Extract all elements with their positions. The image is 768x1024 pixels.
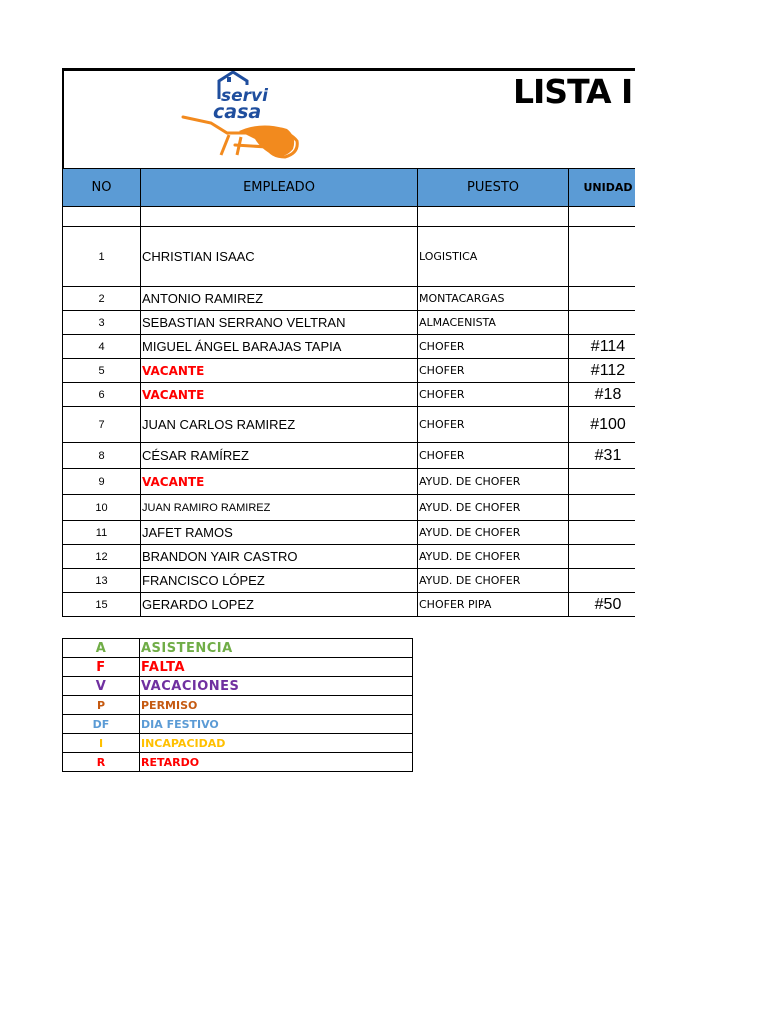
row-position <box>418 287 569 311</box>
header-employee: EMPLEADO <box>141 169 418 207</box>
row-employee-text: SEBASTIAN SERRANO VELTRAN <box>142 315 346 330</box>
row-unit-text: #114 <box>590 337 626 355</box>
legend-code: R <box>63 753 140 772</box>
legend-row <box>63 734 413 753</box>
row-no <box>63 469 141 495</box>
row-no <box>63 521 141 545</box>
row-position <box>418 521 569 545</box>
row-unit-text: #31 <box>594 446 622 464</box>
row-position-text: CHOFER <box>419 364 465 377</box>
row-unit <box>569 335 636 359</box>
row-no <box>63 311 141 335</box>
row-employee <box>141 383 418 407</box>
title-block <box>62 68 635 169</box>
logo-line2: casa <box>213 101 262 123</box>
row-position-text: AYUD. DE CHOFER <box>419 475 521 488</box>
row-employee-text: BRANDON YAIR CASTRO <box>142 549 298 564</box>
row-employee <box>141 407 418 443</box>
row-unit-text: #50 <box>594 595 622 613</box>
row-no <box>63 383 141 407</box>
row-position-text: MONTACARGAS <box>419 292 505 305</box>
row-employee-text: FRANCISCO LÓPEZ <box>142 573 265 588</box>
row-employee <box>141 443 418 469</box>
row-position <box>418 495 569 521</box>
table-row <box>63 593 636 617</box>
legend-code: V <box>63 677 140 696</box>
row-position-text: CHOFER PIPA <box>419 598 492 611</box>
legend-code: I <box>63 734 140 753</box>
table-row <box>63 443 636 469</box>
row-employee <box>141 469 418 495</box>
row-employee-text: MIGUEL ÁNGEL BARAJAS TAPIA <box>142 339 342 354</box>
legend-table <box>62 638 413 772</box>
table-row <box>63 407 636 443</box>
row-no <box>63 495 141 521</box>
attendance-sheet <box>62 68 635 621</box>
legend-label: PERMISO <box>140 696 413 715</box>
row-no <box>63 227 141 287</box>
row-employee <box>141 227 418 287</box>
row-employee-text: JAFET RAMOS <box>142 525 233 540</box>
legend-row <box>63 677 413 696</box>
table-row <box>63 569 636 593</box>
row-no <box>63 287 141 311</box>
row-no-text: 11 <box>95 526 108 539</box>
legend-row <box>63 696 413 715</box>
row-unit <box>569 469 636 495</box>
table-row <box>63 521 636 545</box>
table-row <box>63 383 636 407</box>
table-row <box>63 359 636 383</box>
row-no <box>63 407 141 443</box>
legend-label: ASISTENCIA <box>140 639 413 658</box>
row-no-text: 5 <box>98 364 105 377</box>
row-position <box>418 335 569 359</box>
legend-label: RETARDO <box>140 753 413 772</box>
row-position <box>418 207 569 227</box>
row-unit <box>569 227 636 287</box>
row-no <box>63 443 141 469</box>
row-position-text: CHOFER <box>419 340 465 353</box>
row-unit-text: #112 <box>590 361 626 379</box>
row-employee-text: JUAN CARLOS RAMIREZ <box>142 417 296 432</box>
row-no <box>63 593 141 617</box>
row-no-text: 12 <box>95 550 108 563</box>
row-employee <box>141 287 418 311</box>
row-no-text: 8 <box>98 449 105 462</box>
row-position-text: CHOFER <box>419 418 465 431</box>
header-position: PUESTO <box>418 169 569 207</box>
row-position <box>418 407 569 443</box>
row-no-text: 10 <box>95 501 108 514</box>
header-unit: UNIDAD <box>569 169 636 207</box>
row-employee <box>141 521 418 545</box>
row-position <box>418 443 569 469</box>
legend-code: P <box>63 696 140 715</box>
row-unit <box>569 207 636 227</box>
row-employee-text: CHRISTIAN ISAAC <box>142 249 255 264</box>
row-no-text: 3 <box>98 316 105 329</box>
row-no <box>63 207 141 227</box>
row-position-text: ALMACENISTA <box>419 316 496 329</box>
row-position-text: CHOFER <box>419 388 465 401</box>
page-title: LISTA I <box>513 72 633 111</box>
table-row <box>63 335 636 359</box>
row-position <box>418 383 569 407</box>
table-row <box>63 495 636 521</box>
row-unit <box>569 407 636 443</box>
row-employee-text: VACANTE <box>142 475 205 489</box>
row-no <box>63 545 141 569</box>
legend-code: DF <box>63 715 140 734</box>
row-unit <box>569 287 636 311</box>
row-position <box>418 593 569 617</box>
table-row <box>63 311 636 335</box>
row-unit <box>569 311 636 335</box>
row-no-text: 4 <box>98 340 105 353</box>
logo-line1: servi <box>221 86 268 106</box>
row-unit <box>569 545 636 569</box>
row-unit-text: #18 <box>594 385 622 403</box>
row-employee-text: ANTONIO RAMIREZ <box>142 291 264 306</box>
table-row <box>63 227 636 287</box>
row-unit <box>569 495 636 521</box>
row-no-text: 7 <box>98 418 105 431</box>
row-employee-text: VACANTE <box>142 364 205 378</box>
row-position <box>418 469 569 495</box>
row-no-text: 9 <box>98 475 105 488</box>
legend-row <box>63 753 413 772</box>
row-no-text: 15 <box>95 598 108 611</box>
table-row <box>63 469 636 495</box>
legend-label: DIA FESTIVO <box>140 715 413 734</box>
row-unit-text: #100 <box>590 415 626 433</box>
table-row <box>63 287 636 311</box>
legend-label: INCAPACIDAD <box>140 734 413 753</box>
legend-code: F <box>63 658 140 677</box>
row-employee-text: JUAN RAMIRO RAMIREZ <box>142 501 271 514</box>
row-employee-text: GERARDO LOPEZ <box>142 597 254 612</box>
row-employee <box>141 359 418 383</box>
row-employee <box>141 207 418 227</box>
row-position-text: AYUD. DE CHOFER <box>419 526 521 539</box>
row-no <box>63 335 141 359</box>
row-no-text: 13 <box>95 574 108 587</box>
row-position-text: AYUD. DE CHOFER <box>419 501 521 514</box>
row-position <box>418 569 569 593</box>
servicasa-logo <box>181 71 311 161</box>
row-no <box>63 569 141 593</box>
row-employee <box>141 311 418 335</box>
table-row <box>63 545 636 569</box>
row-employee <box>141 569 418 593</box>
row-unit <box>569 569 636 593</box>
legend-label: VACACIONES <box>140 677 413 696</box>
row-position <box>418 359 569 383</box>
row-position <box>418 227 569 287</box>
row-no <box>63 359 141 383</box>
row-unit <box>569 383 636 407</box>
row-employee <box>141 593 418 617</box>
header-row <box>63 169 636 207</box>
row-unit <box>569 593 636 617</box>
row-unit <box>569 443 636 469</box>
row-position <box>418 545 569 569</box>
row-unit <box>569 521 636 545</box>
legend-row <box>63 715 413 734</box>
row-employee <box>141 545 418 569</box>
legend-label: FALTA <box>140 658 413 677</box>
row-position <box>418 311 569 335</box>
row-employee <box>141 495 418 521</box>
row-employee <box>141 335 418 359</box>
table-row <box>63 207 636 227</box>
row-no-text: 2 <box>98 292 105 305</box>
row-position-text: CHOFER <box>419 449 465 462</box>
row-position-text: AYUD. DE CHOFER <box>419 550 521 563</box>
row-position-text: LOGISTICA <box>419 250 478 263</box>
row-unit <box>569 359 636 383</box>
row-employee-text: CÉSAR RAMÍREZ <box>142 448 249 463</box>
legend-row <box>63 658 413 677</box>
employee-table <box>62 168 635 617</box>
row-employee-text: VACANTE <box>142 388 205 402</box>
legend-row <box>63 639 413 658</box>
row-position-text: AYUD. DE CHOFER <box>419 574 521 587</box>
row-no-text: 6 <box>98 388 105 401</box>
header-no: NO <box>63 169 141 207</box>
row-no-text: 1 <box>98 250 105 263</box>
legend-code: A <box>63 639 140 658</box>
